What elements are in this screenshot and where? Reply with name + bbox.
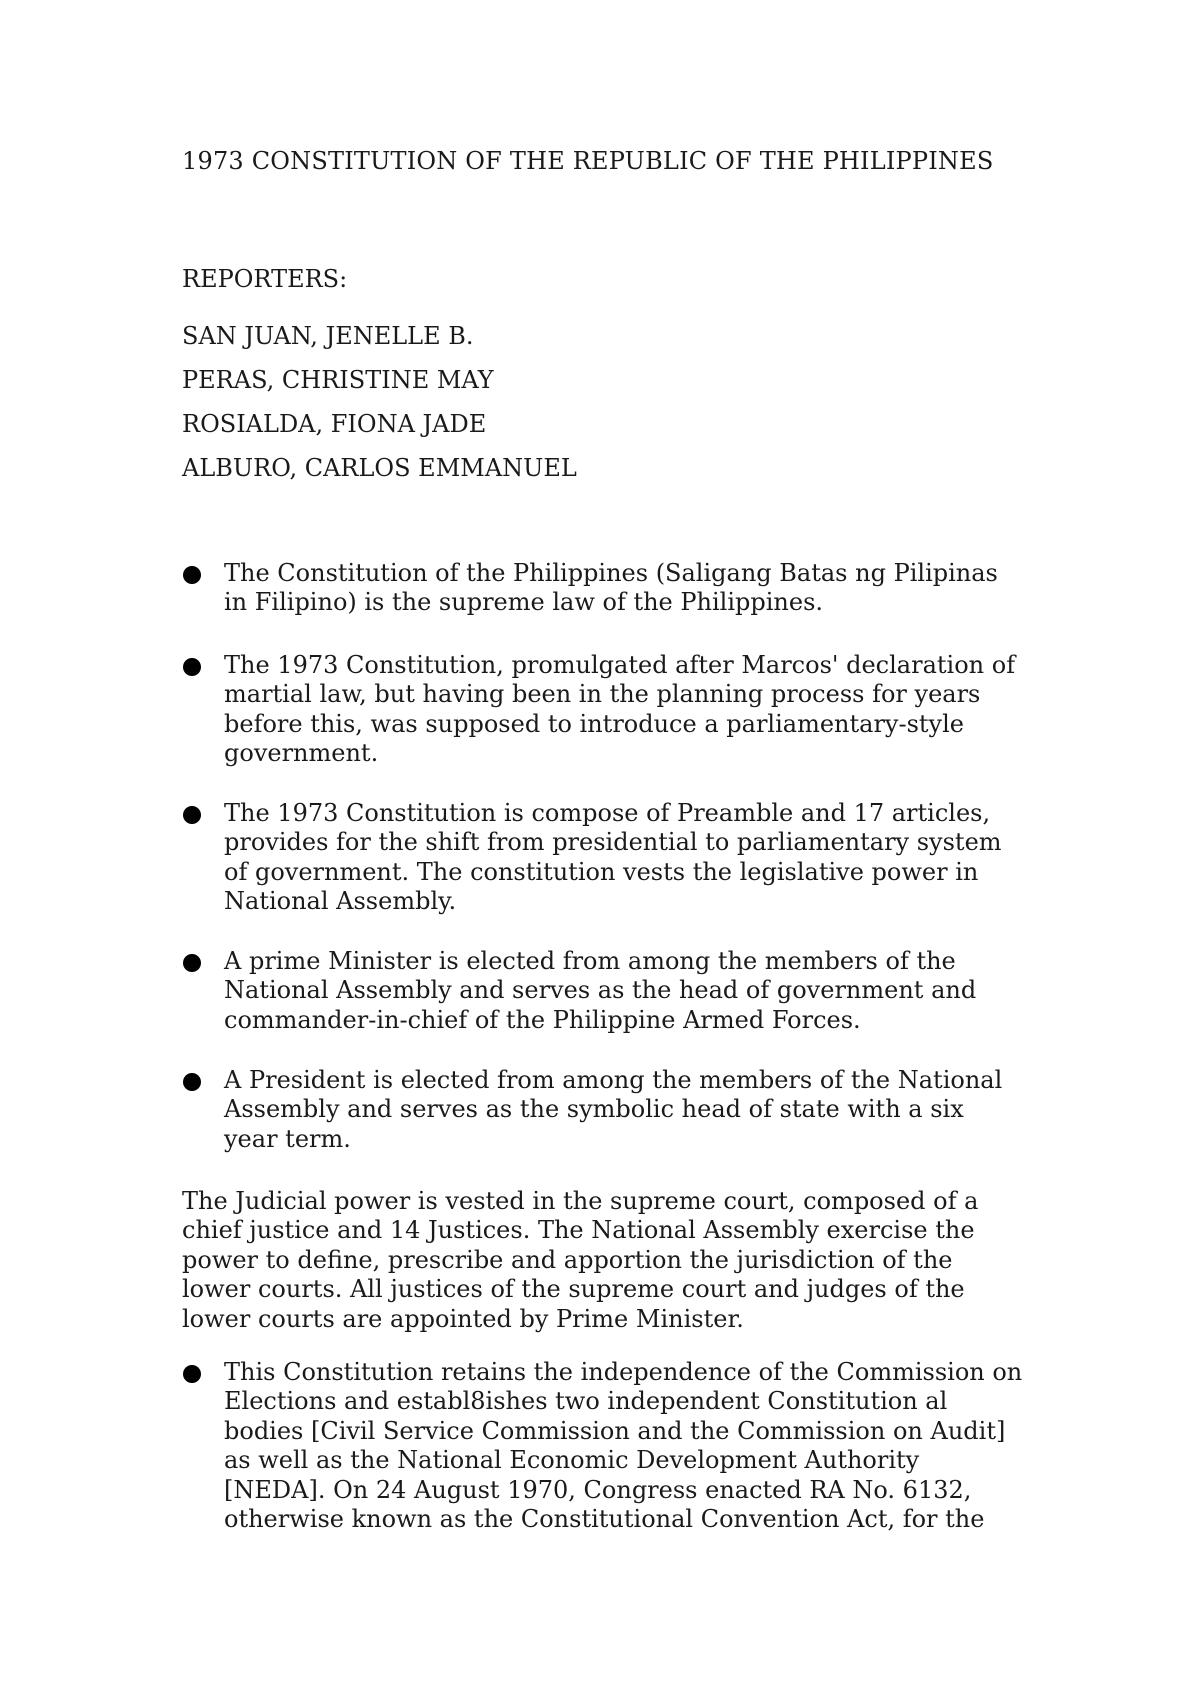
judicial-power-paragraph: The Judicial power is vested in the supreme court, composed of a chief justice and 14 Justices. The National Assembly exercise the power to define, prescribe and apportion the jurisdiction of the lower courts. All justices of the supreme court and judges of the lower courts are appointed by Prime Minister.	[182, 1187, 979, 1333]
reporter-name: PERAS, CHRISTINE MAY	[182, 366, 494, 394]
bullet-icon	[183, 954, 201, 972]
bullet-icon	[183, 1073, 201, 1091]
reporters-heading: REPORTERS:	[182, 265, 348, 293]
bullet-icon	[183, 658, 201, 676]
bullet-icon	[183, 1365, 201, 1383]
reporter-name: SAN JUAN, JENELLE B.	[182, 322, 474, 350]
bullet-text: The 1973 Constitution, promulgated after Marcos' declaration of martial law, but having been in the planning process for years before this, was supposed to introduce a parliamentary-style government.	[224, 651, 1016, 768]
bullet-text: The 1973 Constitution is compose of Preamble and 17 articles, provides for the shift from presidential to parliamentary system of government. The constitution vests the legislative power in National Assembly.	[224, 799, 1002, 916]
bullet-text: This Constitution retains the independence of the Commission on Elections and establ8ishes two independent Constitution al bodies [Civil Service Commission and the Commission on Audit] as well as the National Economic Development Authority [NEDA]. On 24 August 1970, Congress enacted RA No. 6132, otherwise known as the Constitutional Convention Act, for the	[224, 1358, 1023, 1534]
bullet-icon	[183, 806, 201, 824]
bullet-text: A prime Minister is elected from among the members of the National Assembly and serves as the head of government and commander-in-chief of the Philippine Armed Forces.	[224, 947, 977, 1034]
document-title: 1973 CONSTITUTION OF THE REPUBLIC OF THE PHILIPPINES	[182, 147, 994, 175]
reporter-name: ROSIALDA, FIONA JADE	[182, 410, 487, 438]
reporter-name: ALBURO, CARLOS EMMANUEL	[182, 454, 577, 482]
bullet-text: A President is elected from among the members of the National Assembly and serves as the symbolic head of state with a six year term.	[224, 1066, 1003, 1153]
reporter-list	[182, 321, 577, 497]
bullet-icon	[183, 566, 201, 584]
bullet-text: The Constitution of the Philippines (Saligang Batas ng Pilipinas in Filipino) is the supreme law of the Philippines.	[224, 559, 998, 617]
